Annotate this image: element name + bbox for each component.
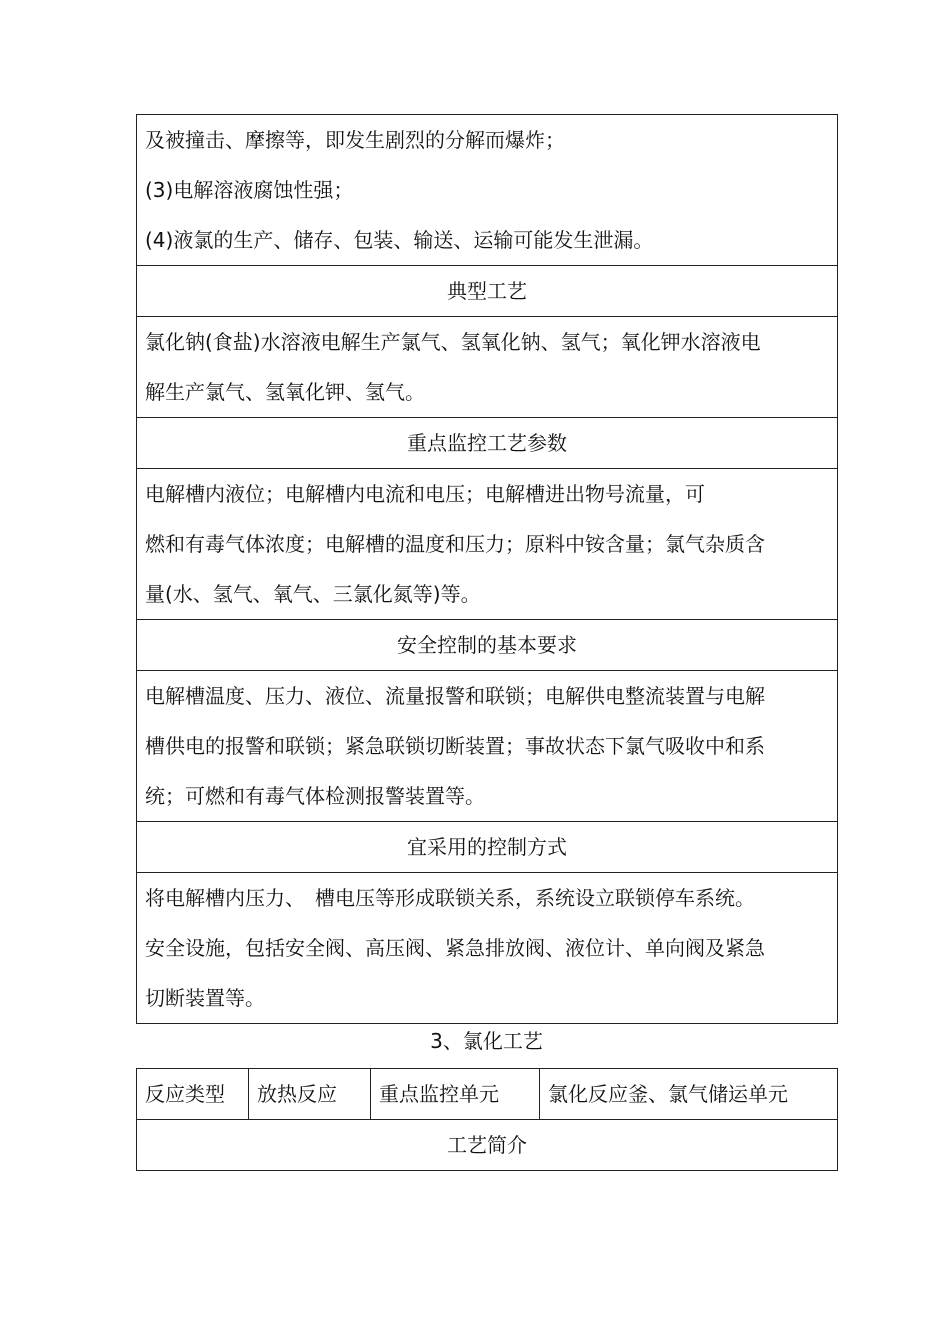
control-method-cell xyxy=(137,873,838,1024)
safety-requirements-header-row xyxy=(137,620,838,671)
control-method-header-row xyxy=(137,822,838,873)
process-table-electrolysis xyxy=(136,114,838,1024)
key-parameters-line: 量(水、氢气、氧气、三氯化氮等)等。 xyxy=(145,582,481,606)
safety-requirements-line: 统；可燃和有毒气体检测报警装置等。 xyxy=(145,784,485,808)
hazard-line: 及被撞击、摩擦等，即发生剧烈的分解而爆炸； xyxy=(145,128,565,152)
typical-process-line: 氯化钠(食盐)水溶液电解生产氯气、氢氧化钠、氢气；氧化钾水溶液电 xyxy=(145,330,761,354)
reaction-type-value: 放热反应 xyxy=(249,1069,371,1120)
key-parameters-row xyxy=(137,469,838,620)
control-method-header: 宜采用的控制方式 xyxy=(137,822,838,873)
safety-requirements-cell xyxy=(137,671,838,822)
safety-requirements-header: 安全控制的基本要求 xyxy=(137,620,838,671)
key-parameters-cell xyxy=(137,469,838,620)
key-parameters-header: 重点监控工艺参数 xyxy=(137,418,838,469)
key-parameters-header-row xyxy=(137,418,838,469)
reaction-type-label: 反应类型 xyxy=(137,1069,249,1120)
key-unit-label: 重点监控单元 xyxy=(371,1069,540,1120)
safety-requirements-line: 槽供电的报警和联锁；紧急联锁切断装置；事故状态下氯气吸收中和系 xyxy=(145,734,765,758)
safety-requirements-row xyxy=(137,671,838,822)
typical-process-cell xyxy=(137,317,838,418)
control-method-row xyxy=(137,873,838,1024)
safety-requirements-line: 电解槽温度、压力、液位、流量报警和联锁；电解供电整流装置与电解 xyxy=(145,684,765,708)
process-table-chlorination xyxy=(136,1068,838,1171)
typical-process-header-row xyxy=(137,266,838,317)
intro-header-row xyxy=(137,1120,838,1171)
control-method-line: 将电解槽内压力、 槽电压等形成联锁关系，系统设立联锁停车系统。 xyxy=(145,886,755,910)
reaction-info-row xyxy=(137,1069,838,1120)
control-method-line: 安全设施，包括安全阀、高压阀、紧急排放阀、液位计、单向阀及紧急 xyxy=(145,936,765,960)
typical-process-header: 典型工艺 xyxy=(137,266,838,317)
key-unit-value: 氯化反应釜、氯气储运单元 xyxy=(540,1069,838,1120)
intro-header: 工艺简介 xyxy=(137,1120,838,1171)
section-title: 3、氯化工艺 xyxy=(430,1029,543,1053)
hazard-row xyxy=(137,115,838,266)
typical-process-row xyxy=(137,317,838,418)
hazard-line: (3)电解溶液腐蚀性强； xyxy=(145,178,354,202)
key-parameters-line: 燃和有毒气体浓度；电解槽的温度和压力；原料中铵含量；氯气杂质含 xyxy=(145,532,765,556)
hazard-line: (4)液氯的生产、储存、包装、输送、运输可能发生泄漏。 xyxy=(145,228,654,252)
hazard-cell xyxy=(137,115,838,266)
control-method-line: 切断装置等。 xyxy=(145,986,265,1010)
key-parameters-line: 电解槽内液位；电解槽内电流和电压；电解槽进出物号流量，可 xyxy=(145,482,705,506)
typical-process-line: 解生产氯气、氢氧化钾、氢气。 xyxy=(145,380,425,404)
